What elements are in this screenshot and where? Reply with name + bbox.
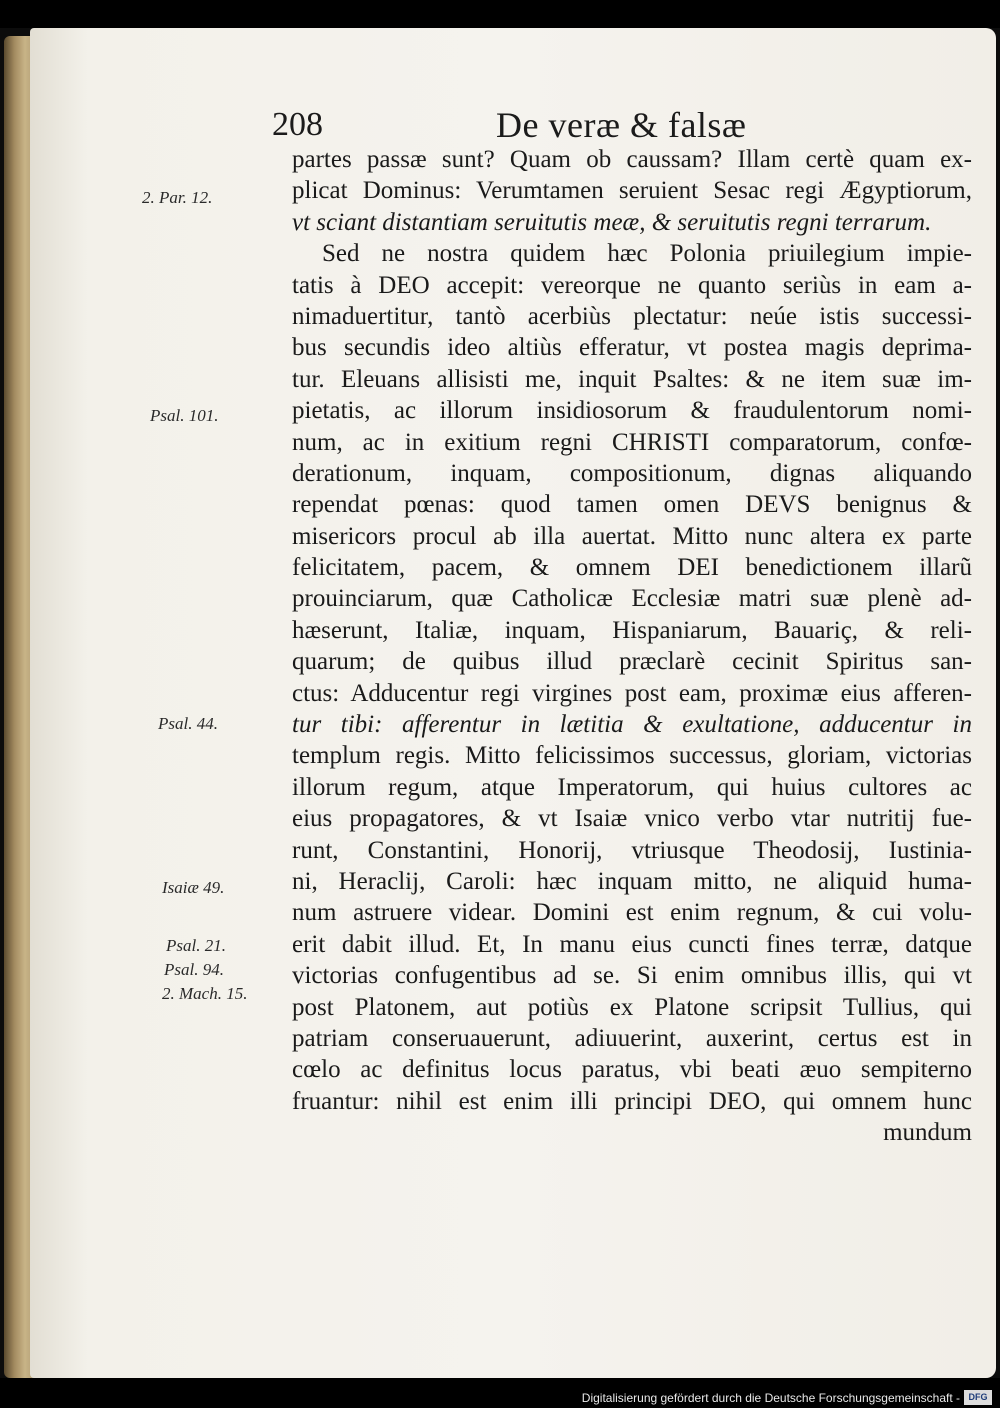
text-line: patriam conseruauerunt, adiuuerint, auxerint, certus est in — [292, 1024, 972, 1052]
text-line: prouinciarum, quæ Catholicæ Ecclesiæ matri suæ plenè ad- — [292, 585, 972, 613]
book-page — [30, 28, 996, 1378]
text-line: ni, Heraclij, Caroli: hæc inquam mitto, ne aliquid huma- — [292, 867, 972, 895]
text-line: quarum; de quibus illud præclarè cecinit Spiritus san- — [292, 648, 972, 676]
text-line: felicitatem, pacem, & omnem DEI benedictionem illarũ — [292, 554, 972, 582]
body-text — [292, 144, 972, 1149]
text-line: pietatis, ac illorum insidiosorum & fraudulentorum nomi- — [292, 397, 972, 425]
text-line: eius propagatores, & vt Isaiæ vnico verbo vtar nutritij fue- — [292, 805, 972, 833]
footer-credit: Digitalisierung gefördert durch die Deutsche Forschungsgemeinschaft - — [581, 1391, 960, 1405]
text-line: fruantur: nihil est enim illi principi DEO, qui omnem hunc — [292, 1087, 972, 1115]
text-line: tatis à DEO accepit: vereorque ne quanto seriùs in eam a- — [292, 271, 972, 299]
text-line: misericors procul ab illa auertat. Mitto nunc altera ex parte — [292, 522, 972, 550]
text-line: tur tibi: afferentur in lætitia & exultatione, adducentur in — [292, 711, 972, 739]
text-line: ctus: Adducentur regi virgines post eam, proximæ eius afferen- — [292, 679, 972, 707]
text-line: templum regis. Mitto felicissimos successus, gloriam, victorias — [292, 742, 972, 770]
text-line: rependat pœnas: quod tamen omen DEVS benignus & — [292, 491, 972, 519]
page-number: 208 — [272, 106, 323, 143]
book-scan — [0, 28, 1000, 1378]
margin-note-psal-94: Psal. 94. — [164, 960, 224, 979]
text-line: illorum regum, atque Imperatorum, qui huius cultores ac — [292, 773, 972, 801]
text-line: erit dabit illud. Et, In manu eius cuncti fines terræ, datque — [292, 930, 972, 958]
text-line: nimaduertitur, tantò acerbiùs plectatur: neúe istis successi- — [292, 302, 972, 330]
dfg-logo[interactable]: DFG — [964, 1390, 992, 1405]
margin-note-psal-101: Psal. 101. — [150, 406, 219, 425]
text-line: plicat Dominus: Verumtamen seruient Sesac regi Ægyptiorum, — [292, 177, 972, 205]
margin-note-psal-44: Psal. 44. — [158, 714, 218, 733]
text-line: post Platonem, aut potiùs ex Platone scripsit Tullius, qui — [292, 993, 972, 1021]
catchword: mundum — [883, 1119, 972, 1147]
text-line: num, ac in exitium regni CHRISTI comparatorum, confœ- — [292, 428, 972, 456]
margin-note-2-mach-15: 2. Mach. 15. — [162, 984, 248, 1003]
margin-note-psal-21: Psal. 21. — [166, 936, 226, 955]
text-line: vt sciant distantiam seruitutis meæ, & seruitutis regni terrarum. — [292, 208, 932, 236]
text-line: derationum, inquam, compositionum, dignas aliquando — [292, 459, 972, 487]
running-head — [30, 104, 996, 148]
text-line: cœlo ac definitus locus paratus, vbi beati æuo sempiterno — [292, 1056, 972, 1084]
text-line: bus secundis ideo altiùs efferatur, vt postea magis deprima- — [292, 334, 972, 362]
margin-note-2-par-12: 2. Par. 12. — [142, 188, 213, 207]
text-line: hæserunt, Italiæ, inquam, Hispaniarum, Bauariç, & reli- — [292, 616, 972, 644]
text-line: tur. Eleuans allisisti me, inquit Psaltes: & ne item suæ im- — [292, 365, 972, 393]
text-line: victorias confugentibus ad se. Si enim omnibus illis, qui vt — [292, 962, 972, 990]
text-line: partes passæ sunt? Quam ob caussam? Illam certè quam ex- — [292, 146, 972, 173]
footer-bar — [0, 1388, 1000, 1408]
text-line: runt, Constantini, Honorij, vtriusque Theodosij, Iustinia- — [292, 836, 972, 864]
margin-note-isaiae-49: Isaiæ 49. — [162, 878, 225, 897]
running-title: De veræ & falsæ — [496, 105, 747, 145]
text-line: Sed ne nostra quidem hæc Polonia priuilegium impie- — [322, 240, 972, 268]
text-line: num astruere videar. Domini est enim regnum, & cui volu- — [292, 899, 972, 927]
